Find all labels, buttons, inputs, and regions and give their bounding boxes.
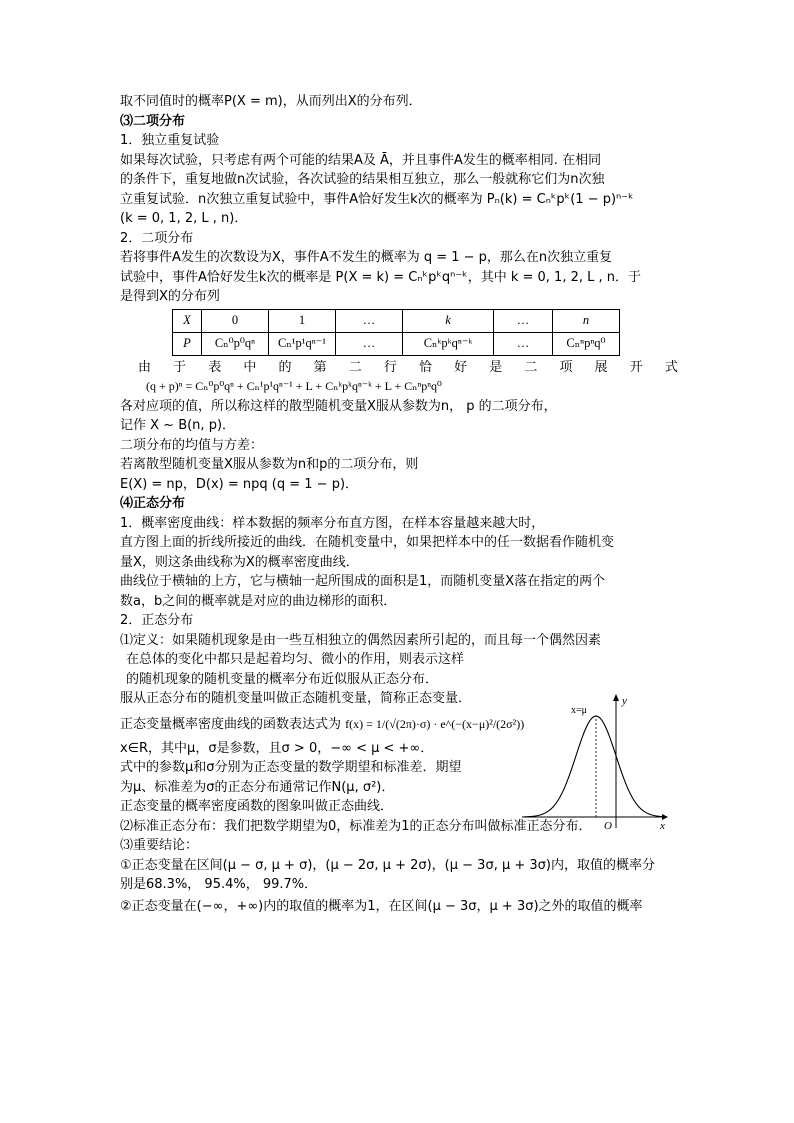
origin-label: O (604, 820, 612, 832)
table-cell: 0 (202, 309, 269, 332)
normal-density-formula: f(x) = 1/(√(2π)·σ) · e^(−(x−μ)²/(2σ²)) (345, 716, 525, 731)
text-line: 的随机现象的随机变量的概率分布近似服从正态分布． (126, 671, 439, 687)
table-cell: P (173, 332, 202, 355)
text-line: 式中的参数μ和σ分别为正态变量的数学期望和标准差．期望 (120, 760, 462, 775)
spread-line (138, 358, 678, 378)
subsection-heading: 1．概率密度曲线：样本数据的频率分布直方图，在样本容量越来越大时， (120, 515, 545, 531)
spread-char: 项 (559, 359, 573, 375)
text-line: (k = 0, 1, 2, L , n)． (120, 211, 248, 226)
spread-char: 行 (383, 359, 397, 375)
table-row (173, 332, 620, 355)
table-cell: 1 (269, 309, 336, 332)
formula-intro: 正态变量概率密度曲线的函数表达式为 (120, 716, 342, 732)
mean-label: x=μ (571, 705, 588, 716)
spread-char: 好 (454, 359, 468, 375)
text-line: 记作 X ~ B(n, p)． (120, 418, 236, 433)
spread-char: 表 (208, 359, 222, 375)
y-axis-arrow-icon (613, 694, 619, 701)
text-line: 直方图上面的折线所接近的曲线．在随机变量中，如果把样本中的任一数据看作随机变 (120, 535, 615, 550)
text-line: 数a，b之间的概率就是对应的曲边梯形的面积． (120, 593, 397, 609)
spread-char: 展 (594, 359, 608, 375)
x-axis-label: x (660, 820, 665, 832)
text-line: ⑶重要结论： (120, 838, 199, 853)
distribution-table (172, 309, 620, 356)
text-line: ⑵标准正态分布：我们把数学期望为0，标准差为1的正态分布叫做标准正态分布． (120, 818, 592, 834)
text-line: 别是68.3%， 95.4%， 99.7%． (120, 877, 318, 892)
text-line: 取不同值时的概率P(X = m)，从而列出X的分布列． (120, 94, 422, 109)
y-axis-label: y (622, 695, 627, 707)
subsection-heading: 2．正态分布 (120, 613, 194, 628)
text-line: 量X，则这条曲线称为X的概率密度曲线． (120, 554, 359, 570)
text-line: 若离散型随机变量X服从参数为n和p的二项分布，则 (120, 457, 419, 472)
text-line: ①正态变量在区间(μ − σ, μ + σ)，(μ − 2σ, μ + 2σ)，(μ − 3σ, μ + 3σ)内，取值的概率分 (120, 857, 655, 873)
text-line: 的条件下，重复地做n次试验，各次试验的结果相互独立，那么一般就称它们为n次独 (120, 172, 605, 187)
spread-char: 中 (243, 359, 257, 375)
table-cell: Cₙ¹p¹qⁿ⁻¹ (269, 332, 336, 355)
table-cell: … (336, 309, 403, 332)
spread-char: 恰 (419, 359, 433, 375)
text-line: 服从正态分布的随机变量叫做正态随机变量，简称正态变量． (120, 691, 472, 706)
table-cell: n (553, 309, 620, 332)
text-line: 如果每次试验，只考虑有两个可能的结果A及 Ā，并且事件A发生的概率相同. 在相同 (120, 152, 602, 168)
text-line: ②正态变量在(−∞，+∞)内的取值的概率为1，在区间(μ − 3σ，μ + 3σ)之外的取值的概率 (120, 898, 643, 914)
spread-char: 二 (524, 359, 538, 375)
table-cell: Cₙ⁰p⁰qⁿ (202, 332, 269, 355)
text-line: 为μ、标准差为σ的正态分布通常记作N(μ, σ²)． (120, 779, 395, 795)
subsection-heading: 1．独立重复试验 (120, 133, 220, 148)
text-line: 是得到X的分布列 (120, 289, 220, 304)
text-line: ⑴定义：如果随机现象是由一些互相独立的偶然因素所引起的，而且每一个偶然因素 (120, 632, 602, 648)
text-line: E(X) = np，D(x) = npq (q = 1 − p)． (120, 476, 359, 492)
normal-curve (524, 716, 666, 817)
spread-char: 是 (489, 359, 503, 375)
text-line: 立重复试验．n次独立重复试验中，事件A恰好发生k次的概率为 Pₙ(k) = Cₙᵏpᵏ(1 − p)ⁿ⁻ᵏ (120, 191, 634, 207)
spread-char: 于 (173, 359, 187, 375)
section-heading: ⑶二项分布 (120, 113, 186, 129)
spread-char: 式 (664, 359, 678, 375)
table-cell: k (403, 309, 494, 332)
table-cell: Cₙⁿpⁿq⁰ (553, 332, 620, 355)
text-line: 在总体的变化中都只是起着均匀、微小的作用，则表示这样 (126, 652, 465, 667)
table-cell: X (173, 309, 202, 332)
binomial-expansion: (q + p)ⁿ = Cₙ⁰p⁰qⁿ + Cₙ¹p¹qⁿ⁻¹ + L + Cₙᵏpᵏqⁿ⁻ᵏ + L + Cₙⁿpⁿq⁰ (146, 379, 442, 393)
text-line: 曲线位于横轴的上方，它与横轴一起所围成的面积是1，而随机变量X落在指定的两个 (120, 574, 606, 589)
table-cell: … (494, 309, 553, 332)
document-page (120, 92, 680, 916)
text-line: x∈R，其中μ，σ是参数，且σ > 0，−∞ < μ < +∞． (120, 740, 434, 756)
table-cell: … (494, 332, 553, 355)
subsection-heading: 2．二项分布 (120, 230, 194, 246)
text-line: 试验中，事件A恰好发生k次的概率是 P(X = k) = Cₙᵏpᵏqⁿ⁻ᵏ，其中 k = 0, 1, 2, L , n．于 (120, 269, 641, 285)
text-line: 若将事件A发生的次数设为X，事件A不发生的概率为 q = 1 − p，那么在n次独立重复 (120, 250, 613, 265)
text-line: 正态变量的概率密度函数的图象叫做正态曲线． (120, 799, 394, 814)
text-line: 各对应项的值，所以称这样的散型随机变量X服从参数为n， p 的二项分布， (120, 398, 557, 414)
normal-curve-svg (520, 692, 670, 832)
spread-char: 的 (278, 359, 292, 375)
spread-char: 第 (313, 359, 327, 375)
spread-char: 二 (348, 359, 362, 375)
table-row (173, 309, 620, 332)
spread-char: 开 (629, 359, 643, 375)
text-line: 二项分布的均值与方差： (120, 437, 264, 453)
spread-char: 由 (138, 359, 152, 375)
table-cell: … (336, 332, 403, 355)
table-cell: Cₙᵏpᵏqⁿ⁻ᵏ (403, 332, 494, 355)
normal-curve-figure (520, 692, 670, 839)
section-heading: ⑷正态分布 (120, 496, 186, 511)
